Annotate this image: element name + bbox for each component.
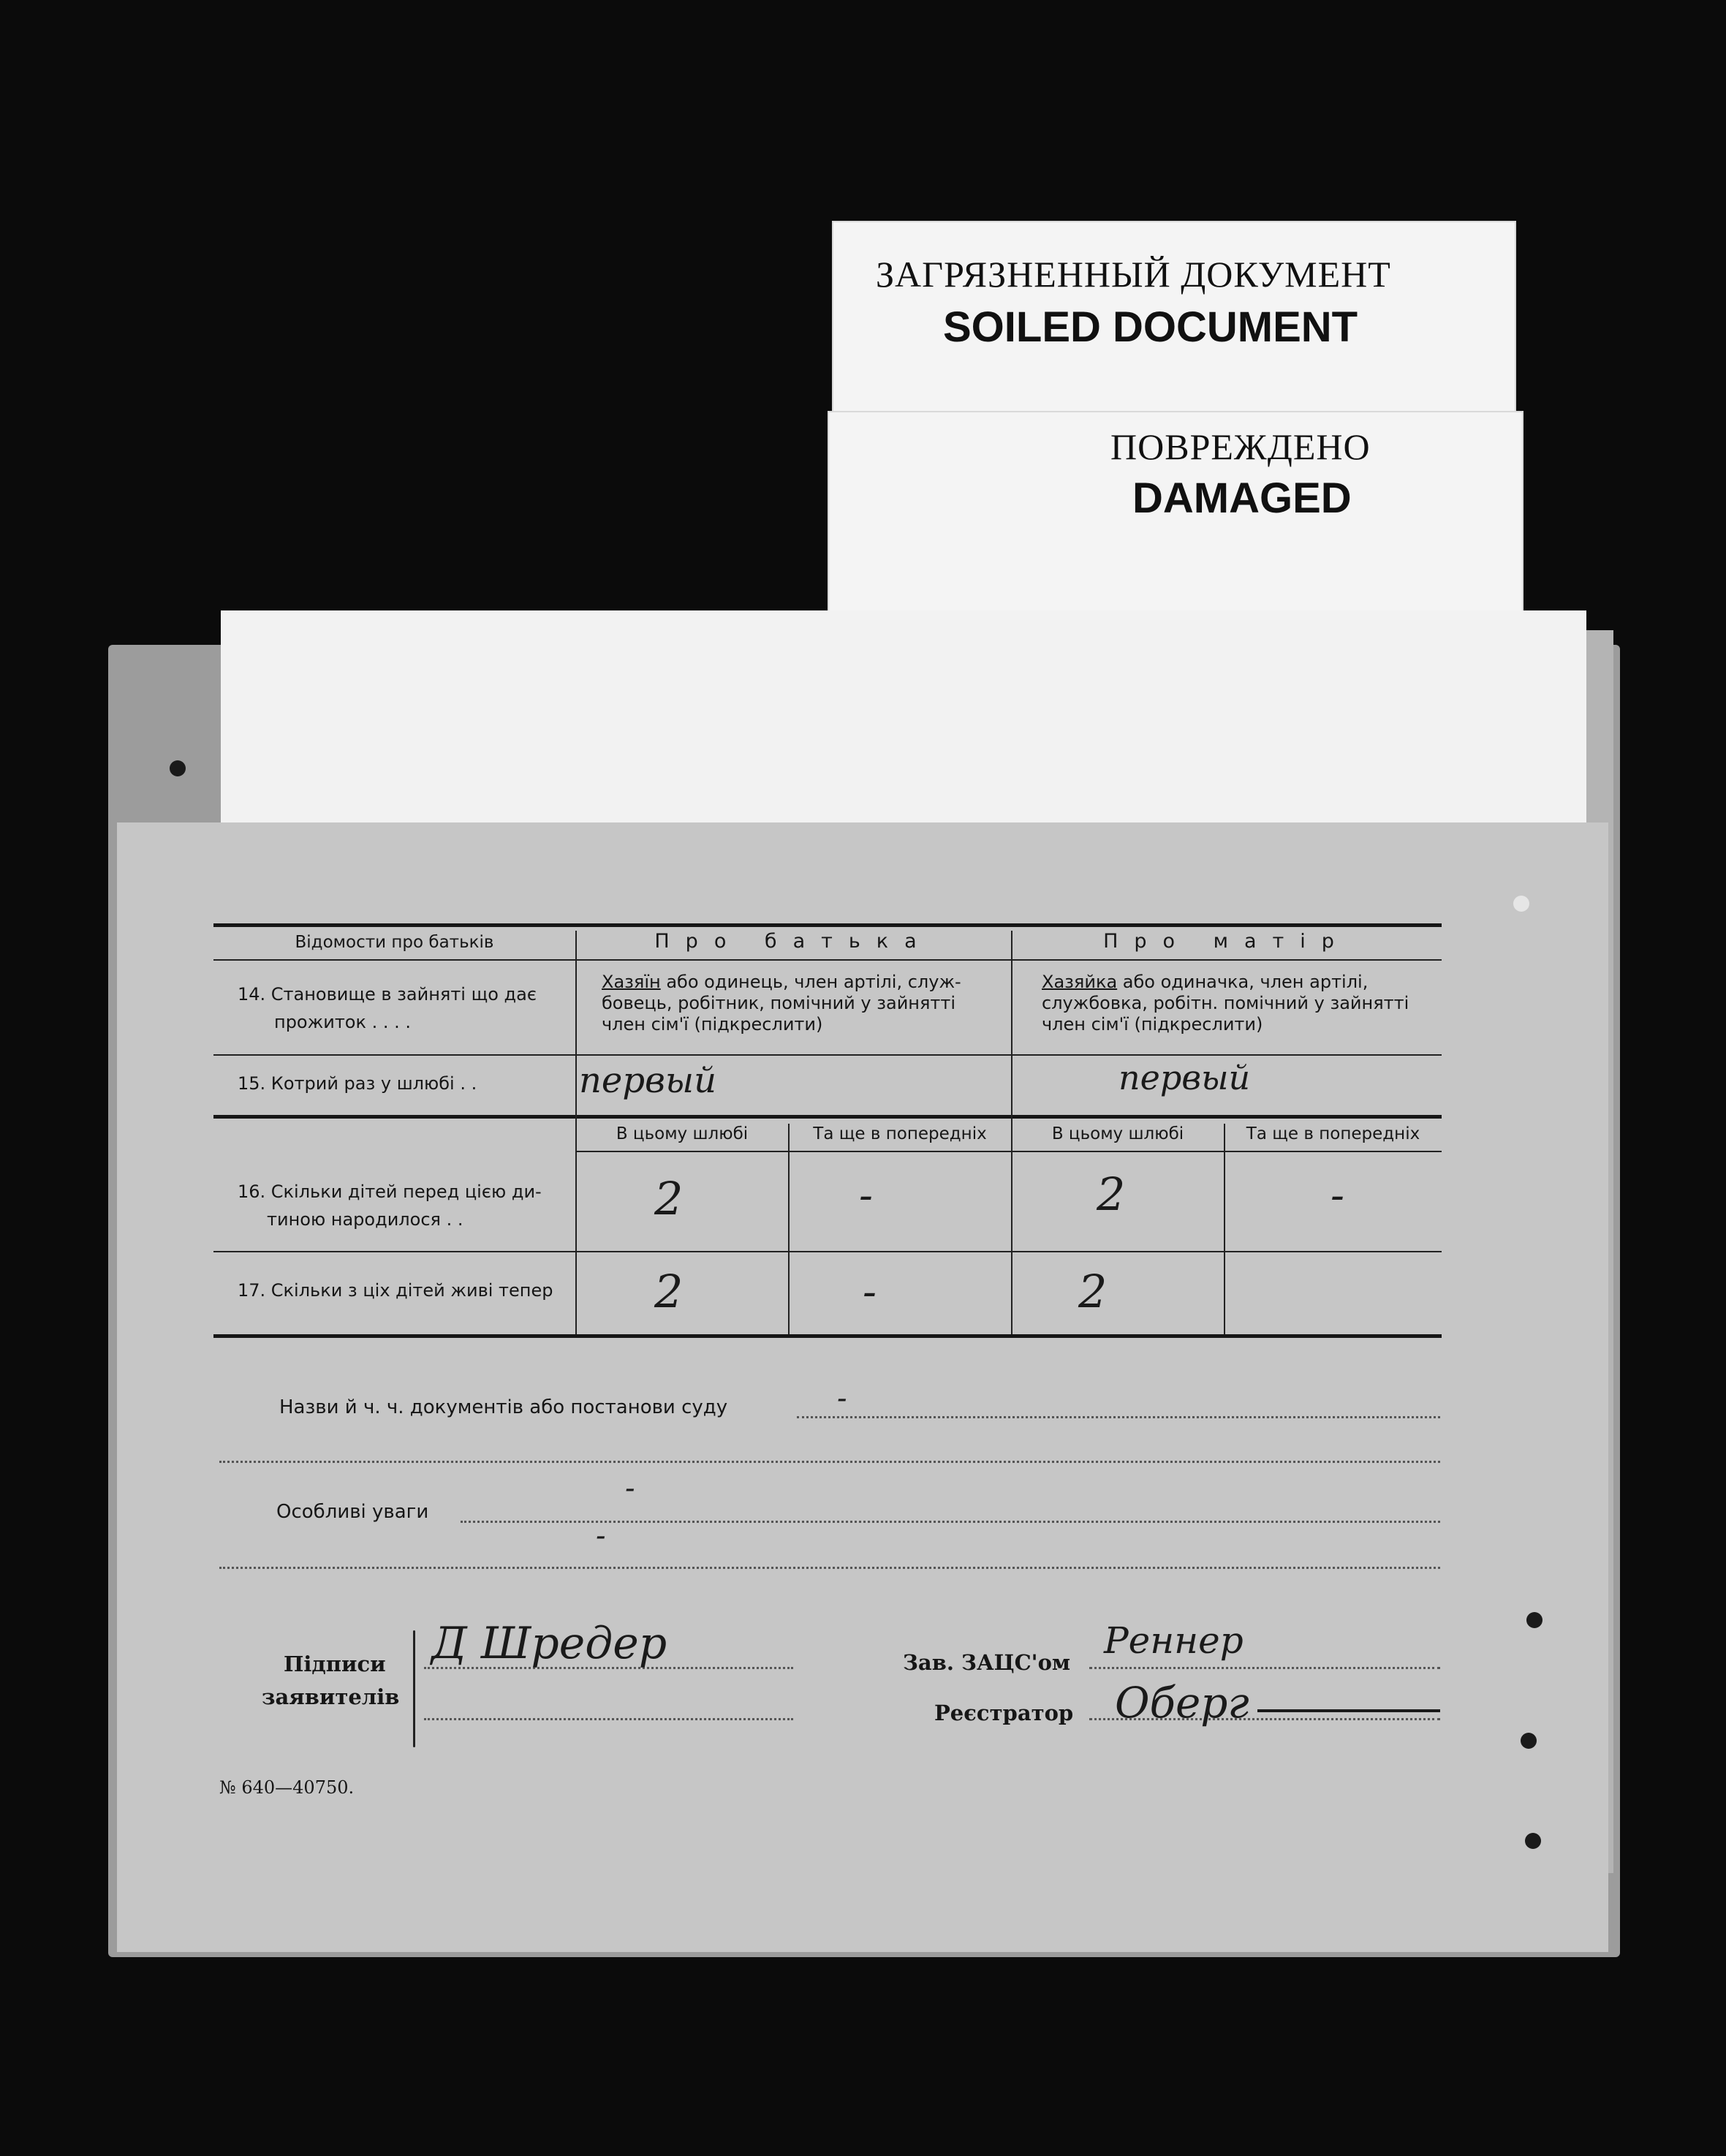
documents-label: Назви й ч. ч. документів або постанови суду: [279, 1396, 728, 1418]
soiled-label-english: SOILED DOCUMENT: [943, 303, 1358, 351]
subheader-father-this-marriage: В цьому шлюбі: [616, 1124, 749, 1143]
header-about-father: Про батька: [654, 930, 933, 953]
row16-father-previous: -: [859, 1172, 873, 1219]
punch-hole: [1525, 1833, 1541, 1849]
row16-mother-this-marriage: 2: [1097, 1168, 1126, 1221]
row14-father-options-line2: бовець, робітник, помічний у зайнятті: [602, 993, 956, 1013]
registrar-signature: Оберг: [1115, 1678, 1249, 1728]
applicants-signatures-label: Підписи: [284, 1652, 386, 1676]
row17-mother-this-marriage: 2: [1078, 1265, 1108, 1318]
row16-label: 16. Скільки дітей перед цією ди-: [238, 1181, 542, 1202]
registrar-signature-stroke: [1257, 1709, 1440, 1712]
form-number: № 640—40750.: [219, 1777, 355, 1798]
header-about-mother: Про матір: [1103, 930, 1350, 953]
row17-label: 17. Скільки з ціх дітей живі тепер: [238, 1280, 553, 1301]
soiled-label-russian: ЗАГРЯЗНЕННЫЙ ДОКУМЕНТ: [876, 254, 1391, 295]
damaged-document-label: [828, 411, 1524, 612]
damaged-label-english: DAMAGED: [1132, 474, 1352, 522]
subheader-mother-this-marriage: В цьому шлюбі: [1051, 1124, 1184, 1143]
row16-father-this-marriage: 2: [654, 1172, 684, 1225]
row16-label-continued: тиною народилося . .: [267, 1209, 463, 1230]
row17-father-this-marriage: 2: [654, 1265, 684, 1318]
row14-mother-options: Хазяйка або одиначка, член артілі,: [1042, 972, 1369, 992]
father-occupation-selected: Хазяїн: [602, 972, 661, 992]
subheader-father-previous: Та ще в попередніх: [813, 1124, 987, 1143]
registry-head-label: Зав. ЗАЦС'ом: [903, 1650, 1071, 1675]
row14-father-options-line3: член сім'ї (підкреслити): [602, 1014, 823, 1034]
blank-sheet: [221, 610, 1586, 830]
remarks-label: Особливі уваги: [276, 1501, 429, 1523]
registry-head-signature: Реннер: [1104, 1619, 1244, 1662]
soiled-document-label: [832, 221, 1516, 415]
row14-mother-options-line2: службовка, робітн. помічний у зайнятті: [1042, 993, 1409, 1013]
mother-occupation-selected: Хазяйка: [1042, 972, 1118, 992]
punch-hole: [1526, 1612, 1543, 1628]
row17-father-previous: -: [863, 1268, 877, 1316]
row15-father-value: первый: [579, 1060, 716, 1101]
remarks-value-continued: -: [596, 1519, 606, 1553]
row16-mother-previous: -: [1331, 1172, 1344, 1219]
punch-hole: [170, 760, 186, 776]
row14-label-continued: прожиток . . . .: [274, 1012, 412, 1032]
row14-label: 14. Становище в зайняті що дає: [238, 984, 537, 1005]
applicants-signatures-label-continued: заявителів: [262, 1684, 400, 1709]
row15-mother-value: первый: [1119, 1058, 1251, 1097]
row15-label: 15. Котрий раз у шлюбі . .: [238, 1073, 477, 1094]
punch-hole: [1521, 1733, 1537, 1749]
subheader-mother-previous: Та ще в попередніх: [1246, 1124, 1420, 1143]
remarks-value: -: [625, 1472, 635, 1505]
documents-value: -: [837, 1382, 847, 1415]
row14-mother-options-line3: член сім'ї (підкреслити): [1042, 1014, 1263, 1034]
punch-hole: [1513, 896, 1529, 912]
civil-registry-form: [117, 822, 1608, 1952]
applicant-signature: Д Шредер: [431, 1618, 667, 1669]
registrar-label: Реєстратор: [934, 1701, 1074, 1725]
damaged-label-russian: ПОВРЕЖДЕНО: [1110, 426, 1371, 467]
header-parents-info: Відомости про батьків: [295, 933, 494, 952]
row14-father-options: Хазяїн або одинець, член артілі, служ-: [602, 972, 961, 992]
